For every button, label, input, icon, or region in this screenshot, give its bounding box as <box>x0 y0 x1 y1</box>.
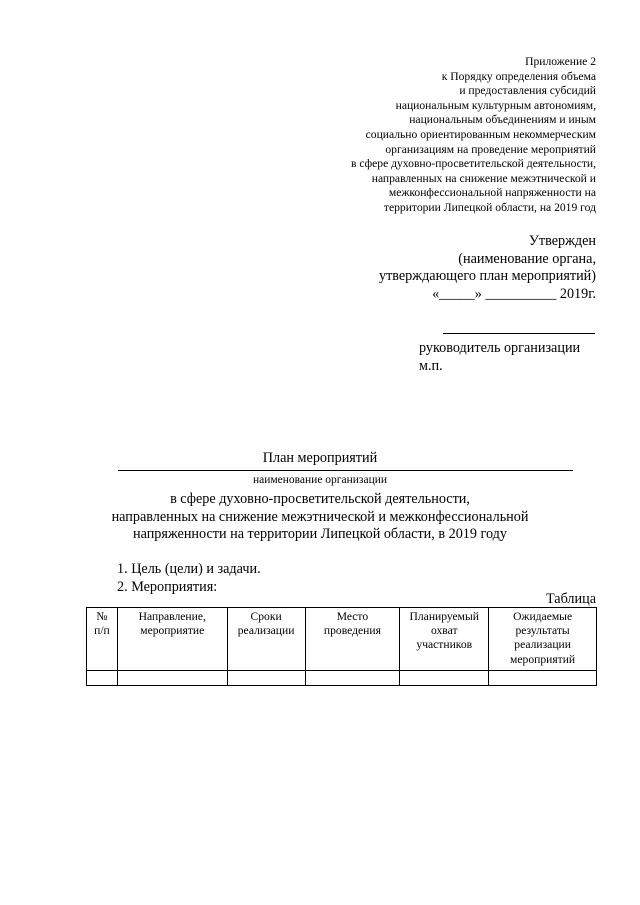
plan-title: План мероприятий <box>262 450 378 466</box>
table-cell <box>305 670 400 685</box>
appendix-line: национальным культурным автономиям, <box>395 98 596 112</box>
table-label: Таблица <box>545 591 596 607</box>
table-cell <box>117 670 227 685</box>
approval-line: (наименование органа, <box>458 250 596 267</box>
approval-title: Утвержден <box>528 233 596 249</box>
sphere-line: направленных на снижение межэтнической и межконфессиональной <box>111 508 529 525</box>
organization-caption: наименование организации <box>252 474 388 486</box>
signature-line <box>443 333 595 334</box>
table-cell <box>87 670 118 685</box>
table-cell <box>489 670 597 685</box>
stamp-caption: м.п. <box>419 357 443 374</box>
appendix-line: и предоставления субсидий <box>459 84 596 98</box>
plan-item-events: 2. Мероприятия: <box>117 578 218 595</box>
appendix-line: социально ориентированным некоммерческим <box>365 127 596 141</box>
header-coverage: Планируемый охват участников <box>400 608 489 671</box>
header-direction: Направление, мероприятие <box>117 608 227 671</box>
signature-caption: руководитель организации <box>419 340 581 356</box>
header-place: Место проведения <box>305 608 400 671</box>
plan-sphere <box>0 491 640 544</box>
signature-block <box>419 340 580 375</box>
appendix-line: в сфере духовно-просветительской деятельности, <box>350 157 596 171</box>
header-results: Ожидаемые результаты реализации мероприятий <box>489 608 597 671</box>
appendix-line: национальным объединениям и иным <box>409 113 596 127</box>
table-cell <box>400 670 489 685</box>
table-row <box>87 670 597 685</box>
header-number: № п/п <box>87 608 118 671</box>
approval-line: утверждающего план мероприятий) <box>378 268 596 284</box>
table-header-row <box>87 608 597 671</box>
sphere-line: в сфере духовно-просветительской деятельности, <box>170 491 470 507</box>
organization-name-line <box>118 470 573 471</box>
sphere-line: напряженности на территории Липецкой области, в 2019 году <box>133 526 507 542</box>
appendix-line: направленных на снижение межэтнической и <box>371 171 596 185</box>
approval-block <box>316 233 596 303</box>
plan-item-goals: 1. Цель (цели) и задачи. <box>117 561 261 577</box>
table-cell <box>227 670 305 685</box>
appendix-line: к Порядку определения объема <box>441 69 596 83</box>
appendix-line: организациям на проведение мероприятий <box>385 142 596 156</box>
approval-date: «_____» __________ 2019г. <box>432 285 596 302</box>
appendix-block <box>276 55 596 216</box>
events-table <box>86 607 597 686</box>
appendix-line: межконфессиональной напряженности на <box>388 186 596 200</box>
header-terms: Сроки реализации <box>227 608 305 671</box>
appendix-line: Приложение 2 <box>525 55 596 68</box>
plan-items <box>117 561 261 596</box>
appendix-line: территории Липецкой области, на 2019 год <box>383 200 596 214</box>
